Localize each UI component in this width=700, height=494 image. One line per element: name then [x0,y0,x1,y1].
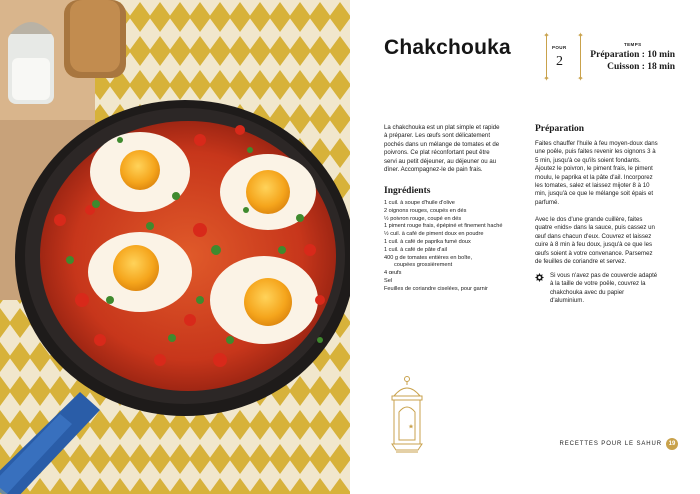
meta-divider-left [546,36,547,78]
preparation-heading: Préparation [535,124,585,134]
recipe-meta [528,31,678,83]
star-icon: ✦ [577,74,584,83]
ingredient-item: 2 oignons rouges, coupés en dés [384,207,467,214]
prep-time: Préparation : 10 min [590,50,675,60]
page-footer [560,438,678,450]
star-icon: ✦ [543,31,550,40]
ingredient-item: ½ poivron rouge, coupé en dés [384,215,462,222]
ingredients-list [384,200,514,294]
gear-star-icon [535,273,544,282]
recipe-page [350,0,700,494]
recipe-title: Chakchouka [384,36,511,59]
ingredient-item: Feuilles de coriandre ciselées, pour garnir [384,285,488,292]
preparation-step-1: Faites chauffer l'huile à feu moyen-doux dans une poêle, puis faites revenir les oignons 3 à 5 min, jusqu'à ce qu'ils soient fondants. Ajoutez le poivron, le piment frais, le piment moulu, le paprika et la pâte d'ail. Incorporez les tomates, salez et laissez mijoter 8 à 10 min, jusqu'à ce que le mélange soit épais et parfumé. [535,140,658,206]
lantern-icon [386,376,428,456]
star-icon: ✦ [577,31,584,40]
preparation-step-2: Avec le dos d'une grande cuillère, faites quatre «nids» dans la sauce, puis cassez un œuf dans chacun d'eux. Couvrez et laissez cuire à 8 min à feu doux, jusqu'à ce que les œufs soient à votre convenance. Parsemez de feuilles de coriandre et servez. [535,216,655,266]
servings-value: 2 [556,54,563,69]
ingredient-item: 1 cuil. à café de paprika fumé doux [384,238,471,245]
ingredient-item: 1 piment rouge frais, épépiné et finement haché [384,223,503,230]
ingredient-item: Sel [384,277,393,284]
footer-section-title: RECETTES POUR LE SAHUR [559,441,662,447]
ingredient-item: 4 œufs [384,270,402,277]
page-number: 19 [666,438,678,450]
ingredient-item: 1 cuil. à café de pâte d'ail [384,246,447,253]
star-icon: ✦ [543,74,550,83]
servings-label: POUR [552,45,567,50]
ingredient-item: coupées grossièrement [394,262,453,269]
cook-time: Cuisson : 18 min [607,62,675,72]
ingredient-item: ½ cuil. à café de piment doux en poudre [384,231,484,238]
recipe-intro: La chakchouka est un plat simple et rapide à préparer. Les œufs sont délicatement pochés dans un mélange de tomates et de poivrons. Ce plat réconfortant peut être servi au petit déjeuner, au déjeuner ou au dîner. Accompagnez-le de pain frais. [384,124,500,174]
ingredients-heading: Ingrédients [384,186,431,196]
ingredient-item: 1 cuil. à soupe d'huile d'olive [384,200,455,206]
time-label: TEMPS [624,42,642,47]
tip-text: Si vous n'avez pas de couvercle adapté à la taille de votre poêle, couvrez la chakchouka avec du papier d'aluminium. [550,272,658,305]
ingredient-item: 400 g de tomates entières en boîte, [384,254,473,261]
meta-divider-mid [580,36,581,78]
